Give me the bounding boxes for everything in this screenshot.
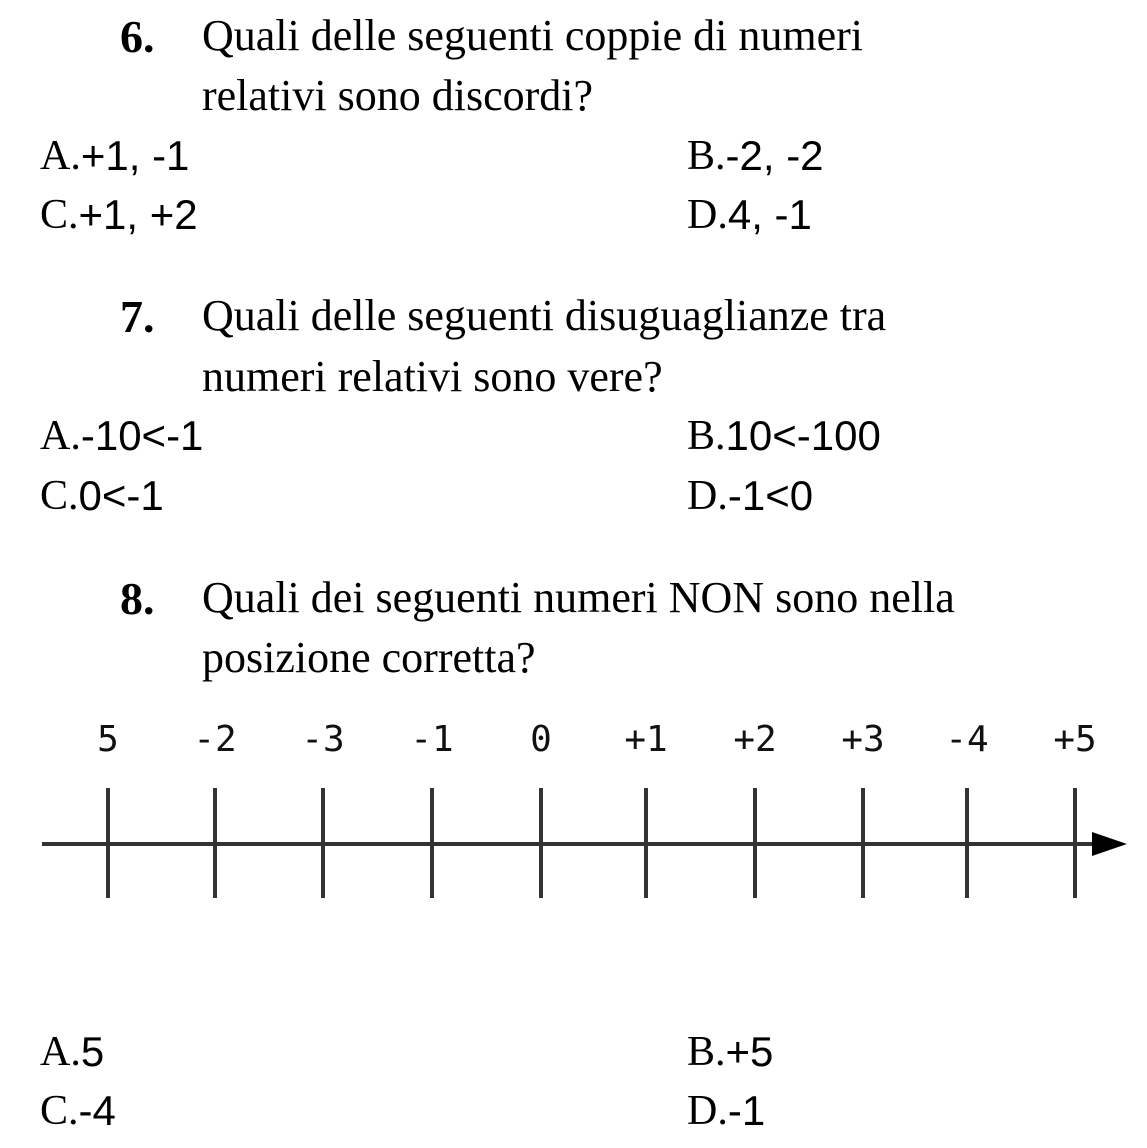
option-text: 5 — [80, 1028, 105, 1075]
option-letter: B. — [687, 413, 726, 459]
option-letter: C. — [40, 473, 79, 519]
option-a[interactable] — [40, 1028, 105, 1075]
question-text-line-2: numeri relativi sono vere? — [202, 352, 663, 401]
option-letter: A. — [40, 133, 81, 179]
option-letter: D. — [687, 192, 728, 238]
question-text-line-1: Quali delle seguenti disuguaglianze tra — [202, 291, 887, 340]
option-a[interactable] — [40, 132, 190, 179]
option-text: 0<-1 — [78, 472, 164, 519]
number-line-label: 5 — [97, 719, 119, 760]
option-text: -1<0 — [727, 472, 814, 519]
option-text: -4 — [78, 1087, 116, 1134]
option-text: 10<-100 — [725, 412, 881, 459]
option-letter: D. — [687, 473, 728, 519]
number-line-label: +3 — [841, 719, 885, 760]
option-text: +1, +2 — [78, 191, 198, 238]
option-text: -10<-1 — [80, 412, 204, 459]
option-text: -1 — [727, 1087, 766, 1134]
option-b[interactable] — [687, 412, 881, 459]
question-number: 7. — [120, 291, 155, 342]
number-line-arrow-icon — [1092, 832, 1127, 856]
question-text-line-2: relativi sono discordi? — [202, 71, 594, 120]
number-line-label: -2 — [193, 719, 237, 760]
option-letter: C. — [40, 1088, 79, 1134]
number-line-label: +5 — [1053, 719, 1097, 760]
option-letter: A. — [40, 413, 81, 459]
number-line-label: -1 — [410, 719, 454, 760]
option-letter: A. — [40, 1029, 81, 1075]
question-number: 6. — [120, 11, 155, 62]
number-line-label: +1 — [624, 719, 668, 760]
option-text: +1, -1 — [80, 132, 190, 179]
option-text: +5 — [725, 1028, 774, 1075]
option-b[interactable] — [687, 1028, 774, 1075]
option-d[interactable] — [687, 1087, 766, 1134]
number-line-label: +2 — [733, 719, 777, 760]
option-letter: C. — [40, 192, 79, 238]
question-text-line-1: Quali dei seguenti numeri NON sono nella — [202, 573, 955, 622]
option-letter: D. — [687, 1088, 728, 1134]
number-line-label: -4 — [945, 719, 989, 760]
option-text: -2, -2 — [725, 132, 824, 179]
question-text-line-1: Quali delle seguenti coppie di numeri — [202, 11, 864, 60]
question-number: 8. — [120, 573, 155, 624]
option-d[interactable] — [687, 191, 812, 238]
option-letter: B. — [687, 1029, 726, 1075]
option-a[interactable] — [40, 412, 204, 459]
option-text: 4, -1 — [727, 191, 812, 238]
number-line-label: -3 — [301, 719, 345, 760]
number-line — [0, 760, 1147, 910]
option-b[interactable] — [687, 132, 824, 179]
option-c[interactable] — [40, 472, 164, 519]
option-c[interactable] — [40, 1087, 116, 1134]
option-d[interactable] — [687, 472, 814, 519]
option-letter: B. — [687, 133, 726, 179]
number-line-label: 0 — [530, 719, 552, 760]
question-text-line-2: posizione corretta? — [202, 633, 536, 682]
option-c[interactable] — [40, 191, 198, 238]
